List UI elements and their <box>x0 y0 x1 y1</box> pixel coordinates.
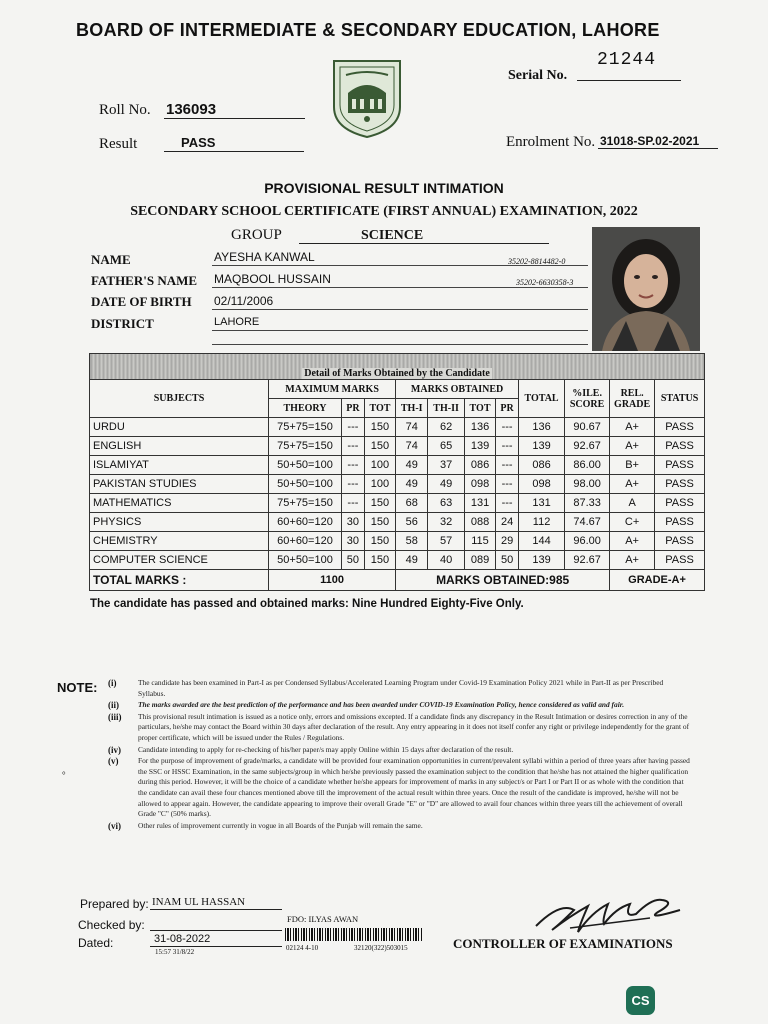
note-item <box>108 821 692 832</box>
header-opr: PR <box>496 399 519 418</box>
marks-caption-cell <box>90 354 705 380</box>
cell-grade: A+ <box>610 532 655 551</box>
table-row <box>90 513 705 532</box>
board-logo-icon <box>328 55 406 139</box>
marks-body <box>90 418 705 570</box>
board-logo <box>328 55 406 139</box>
note-item <box>108 678 692 699</box>
name-label: NAME <box>91 252 131 267</box>
father-cnic: 35202-6630358-3 <box>516 278 574 287</box>
note-item <box>108 756 692 820</box>
cell-score: 98.00 <box>565 475 610 494</box>
note-text: Other rules of improvement currently in vogue in all Boards of the Punjab will remain the same. <box>138 820 423 830</box>
cell-otot: 139 <box>464 437 495 456</box>
note-text: This provisional result intimation is issued as a notice only, errors and omissions excepted. If a candidate finds any discrepancy in the Result Intimation or desires correction in any of the particulars, he/she may contact the Board within 30 days after declaration of the result. Any entry appearing in it does not itself confer any right or privilege independently for the grant of proper certificate, which will be issued under the Rules / Regulations. <box>138 711 690 742</box>
table-row <box>90 475 705 494</box>
cell-opr: 24 <box>496 513 519 532</box>
cell-score: 74.67 <box>565 513 610 532</box>
header-pr: PR <box>342 399 365 418</box>
note-number: (v) <box>108 756 119 767</box>
barcode <box>285 928 423 941</box>
cell-theory: 50+50=100 <box>269 475 342 494</box>
cell-score: 96.00 <box>565 532 610 551</box>
cell-total: 086 <box>519 456 565 475</box>
cell-grade: A+ <box>610 551 655 570</box>
note-number: (iii) <box>108 711 122 722</box>
prepared-underline <box>150 909 282 910</box>
table-row <box>90 494 705 513</box>
cell-otot: 131 <box>464 494 495 513</box>
cell-grade: A <box>610 494 655 513</box>
cell-grade: B+ <box>610 456 655 475</box>
cell-status: PASS <box>655 494 705 513</box>
board-title: BOARD OF INTERMEDIATE & SECONDARY EDUCATION, LAHORE <box>76 20 660 40</box>
cell-total: 136 <box>519 418 565 437</box>
controller-title: CONTROLLER OF EXAMINATIONS <box>453 936 673 951</box>
fdo-name: FDO: ILYAS AWAN <box>287 914 359 924</box>
cell-otot: 088 <box>464 513 495 532</box>
cell-theory: 75+75=150 <box>269 418 342 437</box>
table-row <box>90 551 705 570</box>
cell-th2: 62 <box>428 418 465 437</box>
roll-number: 136093 <box>166 101 217 118</box>
table-row <box>90 532 705 551</box>
marks-caption: Detail of Marks Obtained by the Candidate <box>304 368 490 379</box>
time-stamp: 15:57 31/8/22 <box>155 948 195 956</box>
table-row <box>90 456 705 475</box>
marks-section <box>89 353 705 591</box>
cell-status: PASS <box>655 437 705 456</box>
cell-otot: 136 <box>464 418 495 437</box>
barcode-right-text: 32120(322)503015 <box>354 944 408 952</box>
note-text: The marks awarded are the best prediction of the performance and has been awarded under COVID-19 Examination Policy, hence considered as valid and fair. <box>138 700 625 710</box>
cell-total: 139 <box>519 551 565 570</box>
cell-th2: 65 <box>428 437 465 456</box>
cell-th2: 37 <box>428 456 465 475</box>
name-cnic: 35202-8814482-0 <box>508 257 566 266</box>
dob-underline <box>212 309 588 310</box>
cs-badge: CS <box>626 986 655 1015</box>
father-value: MAQBOOL HUSSAIN <box>214 272 331 286</box>
cell-opr: --- <box>496 456 519 475</box>
cell-theory: 75+75=150 <box>269 494 342 513</box>
cell-subject: MATHEMATICS <box>90 494 269 513</box>
total-label: TOTAL MARKS : <box>90 570 269 591</box>
cell-th1: 68 <box>396 494 428 513</box>
dated-underline <box>150 946 282 947</box>
cell-th1: 74 <box>396 418 428 437</box>
cell-status: PASS <box>655 551 705 570</box>
dated-label: Dated: <box>78 936 114 950</box>
header-total: TOTAL <box>519 380 565 418</box>
cell-tot: 100 <box>364 456 395 475</box>
header-otot: TOT <box>464 399 495 418</box>
cell-pr: 50 <box>342 551 365 570</box>
enrolment-underline <box>598 148 718 149</box>
note-text: Candidate intending to apply for re-checking of his/her paper/s may apply Online within 15 days after declaration of the result. <box>138 744 514 754</box>
header-th2: TH-II <box>428 399 465 418</box>
cell-score: 86.00 <box>565 456 610 475</box>
provisional-title: PROVISIONAL RESULT INTIMATION <box>264 180 504 196</box>
cell-total: 131 <box>519 494 565 513</box>
header-status: STATUS <box>655 380 705 418</box>
cell-th2: 57 <box>428 532 465 551</box>
cell-pr: 30 <box>342 532 365 551</box>
note-number: (iv) <box>108 744 121 755</box>
dob-label: DATE OF BIRTH <box>91 294 192 309</box>
cell-score: 87.33 <box>565 494 610 513</box>
note-bullet: ° <box>62 770 66 780</box>
group-value: SCIENCE <box>361 228 424 243</box>
cell-pr: --- <box>342 418 365 437</box>
cell-total: 098 <box>519 475 565 494</box>
cell-subject: ENGLISH <box>90 437 269 456</box>
cell-subject: CHEMISTRY <box>90 532 269 551</box>
note-text: The candidate has been examined in Part-I as per Condensed Syllabus/Accelerated Learning Program under Covid-19 Examination Policy 2021 while in Part-II as per Prescribed Syllabus. <box>138 678 664 698</box>
header-obtained: MARKS OBTAINED <box>396 380 519 399</box>
cell-status: PASS <box>655 475 705 494</box>
cell-opr: --- <box>496 437 519 456</box>
cell-pr: --- <box>342 475 365 494</box>
notes-list <box>108 678 692 832</box>
serial-label: Serial No. <box>508 68 568 83</box>
cell-subject: URDU <box>90 418 269 437</box>
cell-otot: 098 <box>464 475 495 494</box>
cell-subject: COMPUTER SCIENCE <box>90 551 269 570</box>
note-label: NOTE: <box>57 680 98 695</box>
summary-statement: The candidate has passed and obtained marks: Nine Hundred Eighty-Five Only. <box>90 598 524 610</box>
cell-opr: --- <box>496 494 519 513</box>
cell-opr: 50 <box>496 551 519 570</box>
total-grade: GRADE-A+ <box>610 570 705 591</box>
district-underline <box>212 330 588 331</box>
cell-pr: 30 <box>342 513 365 532</box>
total-max: 1100 <box>269 570 396 591</box>
cell-status: PASS <box>655 532 705 551</box>
cell-total: 112 <box>519 513 565 532</box>
cell-total: 139 <box>519 437 565 456</box>
candidate-photo <box>592 227 700 351</box>
note-number: (vi) <box>108 820 121 831</box>
checked-underline <box>150 930 282 931</box>
checked-label: Checked by: <box>78 918 145 932</box>
cell-grade: A+ <box>610 418 655 437</box>
cell-pr: --- <box>342 456 365 475</box>
cell-tot: 150 <box>364 551 395 570</box>
prepared-value: INAM UL HASSAN <box>152 896 246 908</box>
header-max-marks: MAXIMUM MARKS <box>269 380 396 399</box>
group-underline <box>299 243 549 244</box>
note-number: (i) <box>108 678 117 688</box>
cell-status: PASS <box>655 418 705 437</box>
cell-tot: 150 <box>364 418 395 437</box>
cell-subject: ISLAMIYAT <box>90 456 269 475</box>
roll-underline <box>164 118 305 119</box>
table-row <box>90 418 705 437</box>
cell-theory: 60+60=120 <box>269 513 342 532</box>
controller-signature <box>530 890 690 938</box>
cell-th1: 49 <box>396 456 428 475</box>
prepared-label: Prepared by: <box>80 897 149 911</box>
cell-otot: 086 <box>464 456 495 475</box>
cell-tot: 100 <box>364 475 395 494</box>
cell-total: 144 <box>519 532 565 551</box>
cell-status: PASS <box>655 513 705 532</box>
result-label: Result <box>99 136 138 152</box>
cell-th2: 40 <box>428 551 465 570</box>
cell-score: 92.67 <box>565 551 610 570</box>
cell-th2: 63 <box>428 494 465 513</box>
enrolment-number: 31018-SP.02-2021 <box>600 134 700 148</box>
cell-score: 92.67 <box>565 437 610 456</box>
cell-subject: PHYSICS <box>90 513 269 532</box>
dob-value: 02/11/2006 <box>214 294 274 308</box>
header-score: %ILE. SCORE <box>565 380 610 418</box>
dated-value: 31-08-2022 <box>154 933 211 945</box>
roll-label: Roll No. <box>99 102 151 118</box>
header-th1: TH-I <box>396 399 428 418</box>
result-underline <box>164 151 304 152</box>
cell-opr: --- <box>496 418 519 437</box>
cell-grade: C+ <box>610 513 655 532</box>
cell-pr: --- <box>342 494 365 513</box>
marks-table <box>89 353 705 591</box>
district-value: LAHORE <box>214 316 260 328</box>
cell-grade: A+ <box>610 437 655 456</box>
father-label: FATHER'S NAME <box>91 273 198 288</box>
note-item <box>108 700 692 711</box>
barcode-left-text: 02124 4-10 <box>286 944 319 952</box>
header-subjects: SUBJECTS <box>90 380 269 418</box>
cell-th1: 58 <box>396 532 428 551</box>
group-label: GROUP <box>231 227 282 243</box>
serial-number: 21244 <box>597 50 657 70</box>
total-obtained: MARKS OBTAINED:985 <box>396 570 610 591</box>
header-tot: TOT <box>364 399 395 418</box>
cell-status: PASS <box>655 456 705 475</box>
enrolment-label: Enrolment No. <box>506 134 596 150</box>
serial-underline <box>577 80 681 81</box>
cell-theory: 50+50=100 <box>269 456 342 475</box>
header-theory: THEORY <box>269 399 342 418</box>
note-item <box>108 712 692 744</box>
note-item <box>108 745 692 756</box>
cell-th1: 74 <box>396 437 428 456</box>
header-grade: REL. GRADE <box>610 380 655 418</box>
note-number: (ii) <box>108 700 119 711</box>
note-text: For the purpose of improvement of grade/marks, a candidate will be provided four examination opportunities in current/prevalent syllabi within a period of three years after having passed the SSC or HSSC Examination, in the same subjects/group in which he/she previously passed the examination subject to the condition that he/she has not attained the higher qualification during this period. However, it will be the choice of a candidate whether he/she appears for improvement of marks in any subject/s or Part I or Part II or as whole with the condition that the candidate can avail these four chances mentioned above till the improvement of the actual result within three years. Once the result of the candidate is improved, he/she will not be allowed to appear again. However, the candidate appearing to improve their overall Grade "E" or "D" are allowed to avail four chances within three years till the achievement of overall Grade "C" (50% marks). <box>138 756 690 819</box>
cell-tot: 150 <box>364 513 395 532</box>
cell-pr: --- <box>342 437 365 456</box>
cell-th1: 49 <box>396 551 428 570</box>
exam-title: SECONDARY SCHOOL CERTIFICATE (FIRST ANNUAL) EXAMINATION, 2022 <box>130 204 638 219</box>
cell-tot: 150 <box>364 532 395 551</box>
cell-th2: 49 <box>428 475 465 494</box>
cell-tot: 150 <box>364 437 395 456</box>
cell-opr: --- <box>496 475 519 494</box>
candidate-photo-avatar <box>592 227 700 351</box>
cell-subject: PAKISTAN STUDIES <box>90 475 269 494</box>
cell-theory: 75+75=150 <box>269 437 342 456</box>
signature-icon <box>530 890 690 938</box>
district-label: DISTRICT <box>91 316 154 331</box>
cell-th1: 56 <box>396 513 428 532</box>
cell-theory: 60+60=120 <box>269 532 342 551</box>
name-value: AYESHA KANWAL <box>214 250 315 264</box>
cell-score: 90.67 <box>565 418 610 437</box>
cell-opr: 29 <box>496 532 519 551</box>
table-row <box>90 437 705 456</box>
cell-theory: 50+50=100 <box>269 551 342 570</box>
blank-underline <box>212 344 588 345</box>
cell-otot: 089 <box>464 551 495 570</box>
cell-otot: 115 <box>464 532 495 551</box>
cell-th1: 49 <box>396 475 428 494</box>
father-underline <box>212 287 588 288</box>
cell-th2: 32 <box>428 513 465 532</box>
result-value: PASS <box>181 135 216 150</box>
cell-grade: A+ <box>610 475 655 494</box>
cell-tot: 150 <box>364 494 395 513</box>
